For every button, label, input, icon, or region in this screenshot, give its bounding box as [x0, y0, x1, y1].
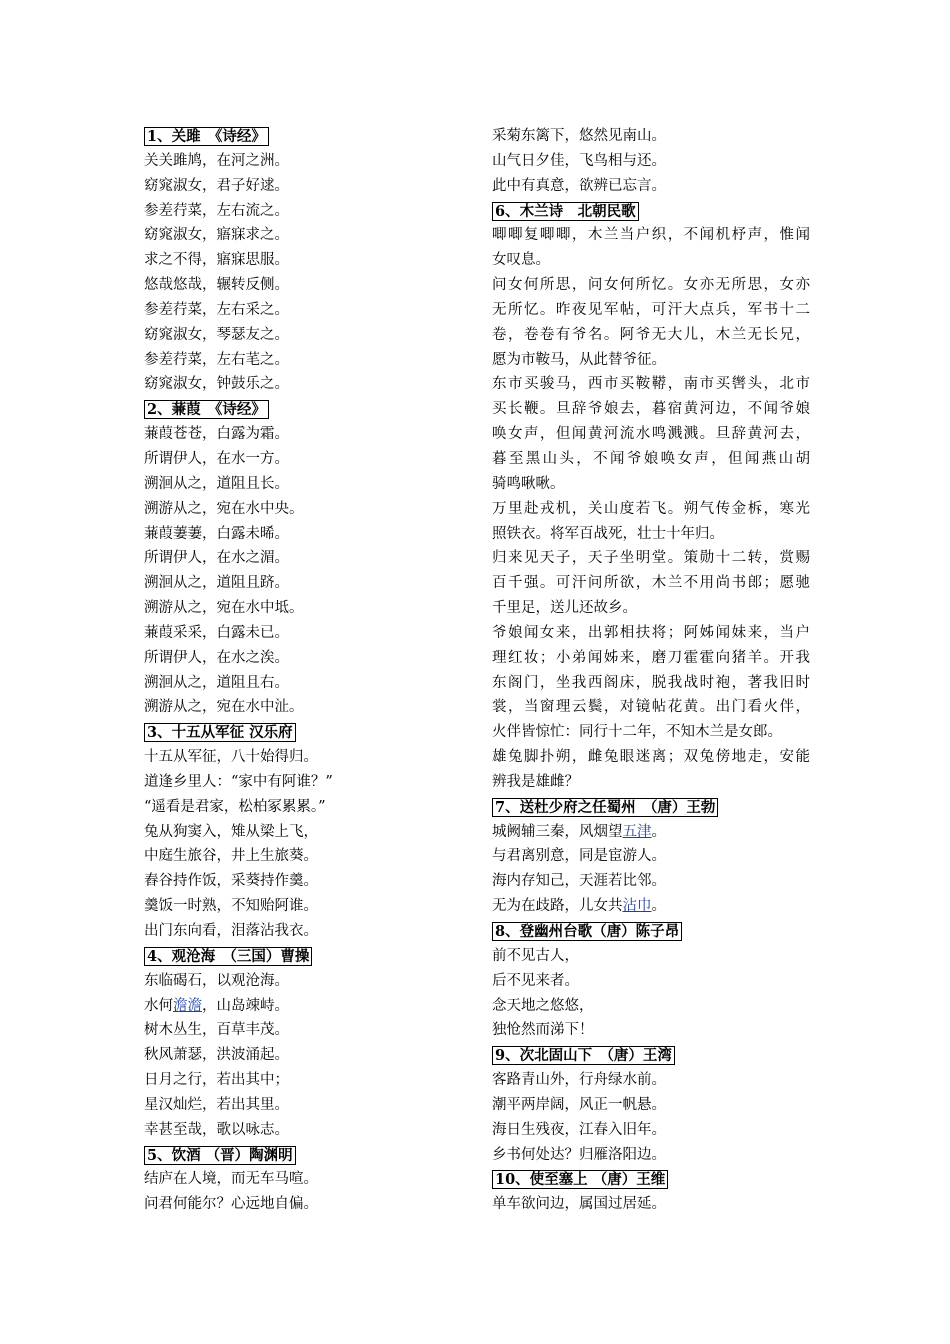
poem-line: 关关雎鸠，在河之洲。: [144, 152, 289, 169]
poem-line: 前不见古人，: [492, 947, 579, 964]
poem-line: 溯洄从之，道阻且跻。: [144, 575, 289, 592]
poem-line: 蒹葭苍苍，白露为霜。: [144, 426, 289, 443]
poem-line: 溯游从之，宛在水中沚。: [144, 699, 304, 716]
paragraph-line: 爷娘闻女来，出郭相扶将；阿姊闻妹来，当户: [492, 624, 810, 641]
poem-line: 潮平两岸阔，风正一帆悬。: [492, 1096, 666, 1113]
paragraph-line: 千里足，送儿还故乡。: [492, 600, 637, 617]
poem-line: 舂谷持作饭，采葵持作羹。: [144, 873, 318, 890]
poem-paragraph: [492, 497, 810, 547]
poem-line: 城阙辅三秦，风烟望五津。: [492, 823, 666, 840]
poem-8: [492, 919, 810, 1043]
poem-line: 树木丛生，百草丰茂。: [144, 1022, 289, 1039]
poem-paragraph: [492, 372, 810, 496]
paragraph-line: 唧唧复唧唧，木兰当户织，不闻机杼声，惟闻: [492, 227, 810, 244]
poem-line: 问君何能尔？心远地自偏。: [144, 1196, 318, 1213]
poem-line: 参差荇菜，左右芼之。: [144, 351, 289, 368]
left-column: [144, 124, 474, 1217]
poem-line: 出门东向看，泪落沾我衣。: [144, 923, 318, 939]
poem-line: 中庭生旅谷，井上生旅葵。: [144, 848, 318, 865]
poem-line: 后不见来者。: [492, 972, 579, 989]
poem-line: “遥看是君家，松柏冢累累。”: [144, 798, 326, 815]
poem-line: 溯游从之，宛在水中坻。: [144, 600, 304, 617]
poem-line: 溯洄从之，道阻且右。: [144, 674, 289, 691]
poem-line: 单车欲问边，属国过居延。: [492, 1196, 666, 1213]
poem-title: 10、使至塞上 （唐）王维: [492, 1170, 668, 1189]
poem-line: 东临碣石，以观沧海。: [144, 972, 289, 989]
poem-line: 所谓伊人，在水一方。: [144, 450, 289, 467]
poem-line: 幸甚至哉，歌以咏志。: [144, 1121, 289, 1138]
poem-paragraph: [492, 546, 810, 621]
poem-title: 7、送杜少府之任蜀州 （唐）王勃: [492, 798, 718, 817]
hyperlink[interactable]: 五津: [622, 823, 652, 840]
poem-paragraph: [492, 223, 810, 273]
poem-line: 乡书何处达？归雁洛阳边。: [492, 1146, 666, 1163]
paragraph-line: 归来见天子，天子坐明堂。策勋十二转，赏赐: [492, 550, 810, 567]
poem-line: 海日生残夜，江春入旧年。: [492, 1121, 666, 1138]
poem-line: 无为在歧路，儿女共沾巾。: [492, 898, 666, 915]
paragraph-line: 问女何所思，问女何所忆。女亦无所思，女亦: [492, 277, 810, 294]
poem-line: 独怆然而涕下！: [492, 1022, 594, 1039]
poem-title: 9、次北固山下 （唐）王湾: [492, 1046, 675, 1065]
poem-title: 6、木兰诗 北朝民歌: [492, 202, 639, 221]
poem-line: 窈窕淑女，寤寐求之。: [144, 227, 289, 244]
poem-5: [144, 1143, 474, 1218]
poem-line: 采菊东篱下，悠然见南山。: [492, 128, 666, 144]
poem-line: 兔从狗窦入，雉从梁上飞，: [144, 823, 318, 840]
paragraph-line: 东阁门，坐我西阁床，脱我战时袍，著我旧时: [492, 674, 810, 691]
poem-line: 溯游从之，宛在水中央。: [144, 500, 304, 517]
poem-line: 客路青山外，行舟绿水前。: [492, 1072, 666, 1089]
poem-paragraph: [492, 745, 810, 795]
poem-line: 结庐在人境，而无车马喧。: [144, 1171, 318, 1188]
paragraph-line: 裳，当窗理云鬓，对镜帖花黄。出门看火伴，: [492, 699, 810, 716]
poem-3: [144, 720, 474, 944]
paragraph-line: 唤女声，但闻黄河流水鸣溅溅。旦辞黄河去，: [492, 426, 810, 443]
poem-line: 悠哉悠哉，辗转反侧。: [144, 277, 289, 294]
poem-paragraph: [492, 621, 810, 745]
paragraph-line: 买长鞭。旦辞爷娘去，暮宿黄河边，不闻爷娘: [492, 401, 810, 418]
poem-line: 蒹葭萋萋，白露未晞。: [144, 525, 289, 542]
poem-title: 5、饮酒 （晋）陶渊明: [144, 1146, 296, 1165]
poem-paragraph: [492, 273, 810, 372]
poem-title: 4、观沧海 （三国）曹操: [144, 947, 312, 966]
poem-line: 窈窕淑女，琴瑟友之。: [144, 326, 289, 343]
paragraph-line: 万里赴戎机，关山度若飞。朔气传金柝，寒光: [492, 500, 810, 517]
poem-line: 蒹葭采采，白露未已。: [144, 624, 289, 641]
poem-line: 秋风萧瑟，洪波涌起。: [144, 1047, 289, 1064]
paragraph-line: 暮至黑山头，不闻爷娘唤女声，但闻燕山胡: [492, 450, 810, 467]
poem-line: 参差荇菜，左右流之。: [144, 202, 289, 219]
paragraph-line: 雄兔脚扑朔，雌兔眼迷离；双兔傍地走，安能: [492, 749, 810, 766]
poem-line: 星汉灿烂，若出其里。: [144, 1096, 289, 1113]
paragraph-line: 火伴皆惊忙：同行十二年，不知木兰是女郎。: [492, 724, 782, 741]
poem-line: 羹饭一时熟，不知贻阿谁。: [144, 898, 318, 915]
poem-5-continued: [492, 124, 810, 199]
paragraph-line: 无所忆。昨夜见军帖，可汗大点兵，军书十二: [492, 301, 810, 318]
poem-1: [144, 124, 474, 397]
poem-line: 此中有真意，欲辨已忘言。: [492, 177, 666, 194]
poem-title: 3、十五从军征 汉乐府: [144, 723, 296, 742]
poem-title: 1、关雎 《诗经》: [144, 127, 269, 146]
right-column: [492, 124, 810, 1217]
poem-line: 窈窕淑女，君子好逑。: [144, 177, 289, 194]
poem-line: 日月之行，若出其中；: [144, 1072, 289, 1089]
paragraph-line: 照铁衣。将军百战死，壮士十年归。: [492, 525, 724, 542]
paragraph-line: 卷，卷卷有爷名。阿爷无大儿，木兰无长兄，: [492, 326, 810, 343]
poem-2: [144, 397, 474, 720]
paragraph-line: 理红妆；小弟闻姊来，磨刀霍霍向猪羊。开我: [492, 649, 810, 666]
poem-6: [492, 199, 810, 795]
poem-line: 山气日夕佳，飞鸟相与还。: [492, 152, 666, 169]
poem-line: 窈窕淑女，钟鼓乐之。: [144, 376, 289, 393]
poem-4: [144, 944, 474, 1143]
poem-line: 参差荇菜，左右采之。: [144, 301, 289, 318]
poem-line: 念天地之悠悠，: [492, 997, 594, 1014]
paragraph-line: 骑鸣啾啾。: [492, 475, 565, 492]
poem-line: 海内存知己，天涯若比邻。: [492, 873, 666, 890]
poem-7: [492, 795, 810, 919]
paragraph-line: 百千强。可汗问所欲，木兰不用尚书郎；愿驰: [492, 575, 810, 592]
poem-line: 水何澹澹，山岛竦峙。: [144, 997, 289, 1014]
poem-title: 2、蒹葭 《诗经》: [144, 400, 269, 419]
poem-line: 所谓伊人，在水之涘。: [144, 649, 289, 666]
hyperlink[interactable]: 沾巾: [622, 898, 652, 915]
poem-10: [492, 1167, 810, 1217]
poem-line: 溯洄从之，道阻且长。: [144, 475, 289, 492]
paragraph-line: 东市买骏马，西市买鞍鞯，南市买辔头，北市: [492, 376, 810, 393]
poem-line: 道逢乡里人：“家中有阿谁？”: [144, 773, 333, 790]
poem-line: 求之不得，寤寐思服。: [144, 252, 289, 269]
poem-line: 所谓伊人，在水之湄。: [144, 550, 289, 567]
poem-line: 十五从军征，八十始得归。: [144, 749, 318, 766]
poem-9: [492, 1043, 810, 1167]
paragraph-line: 愿为市鞍马，从此替爷征。: [492, 351, 666, 368]
hyperlink[interactable]: 澹澹: [173, 997, 202, 1014]
paragraph-line: 女叹息。: [492, 252, 550, 269]
paragraph-line: 辨我是雄雌？: [492, 773, 579, 790]
poem-line: 与君离别意，同是宦游人。: [492, 848, 666, 865]
poem-title: 8、登幽州台歌（唐）陈子昂: [492, 922, 682, 941]
